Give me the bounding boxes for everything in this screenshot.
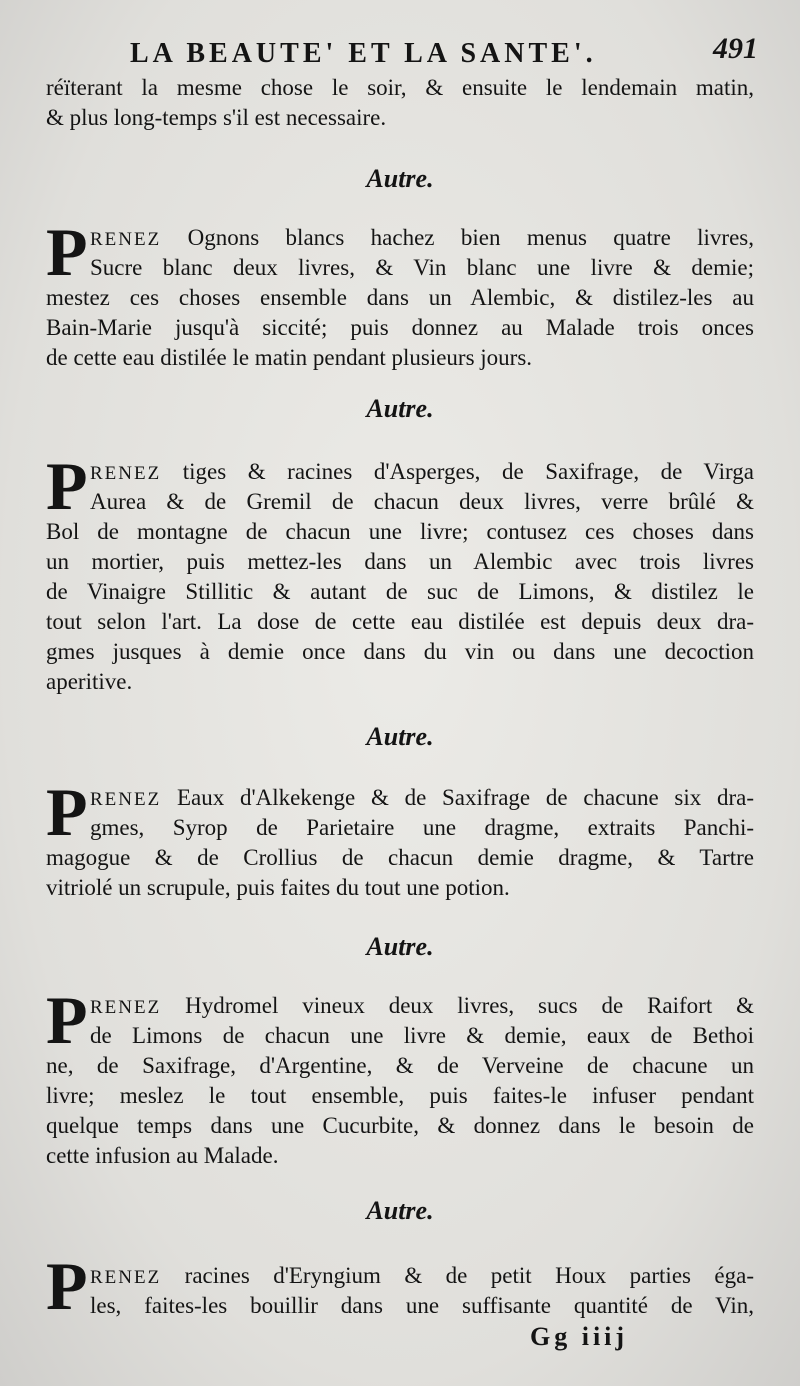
first-line-text: racines d'Eryngium & de petit Houx parties éga-: [184, 1263, 755, 1288]
small-caps-word: RENEZ: [90, 789, 162, 810]
text-line: les, faites-les bouillir dans une suffisante quantité de Vin,: [90, 1293, 754, 1318]
signature-mark: Gg iiij: [530, 1322, 629, 1351]
text-line: de Limons de chacun une livre & demie, eaux de Bethoi: [90, 1023, 754, 1048]
section-heading: Autre.: [366, 932, 434, 961]
small-caps-word: RENEZ: [90, 1267, 162, 1288]
text-line: gmes jusques à demie once dans du vin ou dans une decoction: [46, 639, 754, 664]
running-title: LA BEAUTE' ET LA SANTE'.: [130, 38, 597, 69]
text-line: cette infusion au Malade.: [46, 1143, 279, 1168]
section-heading: Autre.: [366, 164, 434, 193]
page-number: 491: [713, 32, 758, 65]
first-line: [90, 992, 754, 1022]
text-line: un mortier, puis mettez-les dans un Alembic avec trois livres: [46, 549, 754, 574]
first-line-text: Eaux d'Alkekenge & de Saxifrage de chacune six dra-: [176, 785, 754, 810]
section-heading: Autre.: [366, 394, 434, 423]
first-line: [90, 784, 754, 814]
text-line: de Vinaigre Stillitic & autant de suc de Limons, & distilez le: [46, 579, 754, 604]
drop-cap: P: [46, 774, 88, 850]
text-line: Bol de montagne de chacun une livre; contusez ces choses dans: [46, 519, 754, 544]
text-line: réïterant la mesme chose le soir, & ensuite le lendemain matin,: [46, 75, 754, 100]
text-line: gmes, Syrop de Parietaire une dragme, extraits Panchi-: [90, 815, 754, 840]
small-caps-word: RENEZ: [90, 229, 162, 250]
text-line: & plus long-temps s'il est necessaire.: [46, 105, 387, 130]
text-line: vitriolé un scrupule, puis faites du tout une potion.: [46, 875, 510, 900]
first-line-text: Hydromel vineux deux livres, sucs de Raifort &: [185, 993, 754, 1018]
section-heading: Autre.: [366, 722, 434, 751]
text-line: ne, de Saxifrage, d'Argentine, & de Verveine de chacune un: [46, 1053, 754, 1078]
text-line: quelque temps dans une Cucurbite, & donnez dans le besoin de: [46, 1113, 754, 1138]
section-heading: Autre.: [366, 1196, 434, 1225]
drop-cap: P: [46, 448, 88, 524]
text-line: Bain-Marie jusqu'à siccité; puis donnez au Malade trois onces: [46, 315, 754, 340]
text-line: tout selon l'art. La dose de cette eau distilée est depuis deux dra-: [46, 609, 754, 634]
small-caps-word: RENEZ: [90, 997, 162, 1018]
drop-cap: P: [46, 1248, 88, 1324]
text-line: Sucre blanc deux livres, & Vin blanc une livre & demie;: [90, 255, 754, 280]
first-line-text: Ognons blancs hachez bien menus quatre livres,: [187, 225, 755, 250]
drop-cap: P: [46, 214, 88, 290]
small-caps-word: RENEZ: [90, 463, 162, 484]
text-line: mestez ces choses ensemble dans un Alembic, & distilez-les au: [46, 285, 754, 310]
drop-cap: P: [46, 982, 88, 1058]
text-line: magogue & de Crollius de chacun demie dragme, & Tartre: [46, 845, 754, 870]
first-line: [90, 1262, 754, 1292]
text-line: de cette eau distilée le matin pendant plusieurs jours.: [46, 345, 533, 370]
text-line: livre; meslez le tout ensemble, puis faites-le infuser pendant: [46, 1083, 754, 1108]
text-line: Aurea & de Gremil de chacun deux livres, verre brûlé &: [90, 489, 754, 514]
first-line: [90, 224, 754, 254]
text-line: aperitive.: [46, 669, 133, 694]
first-line: [90, 458, 754, 488]
first-line-text: tiges & racines d'Asperges, de Saxifrage, de Virga: [182, 459, 755, 484]
